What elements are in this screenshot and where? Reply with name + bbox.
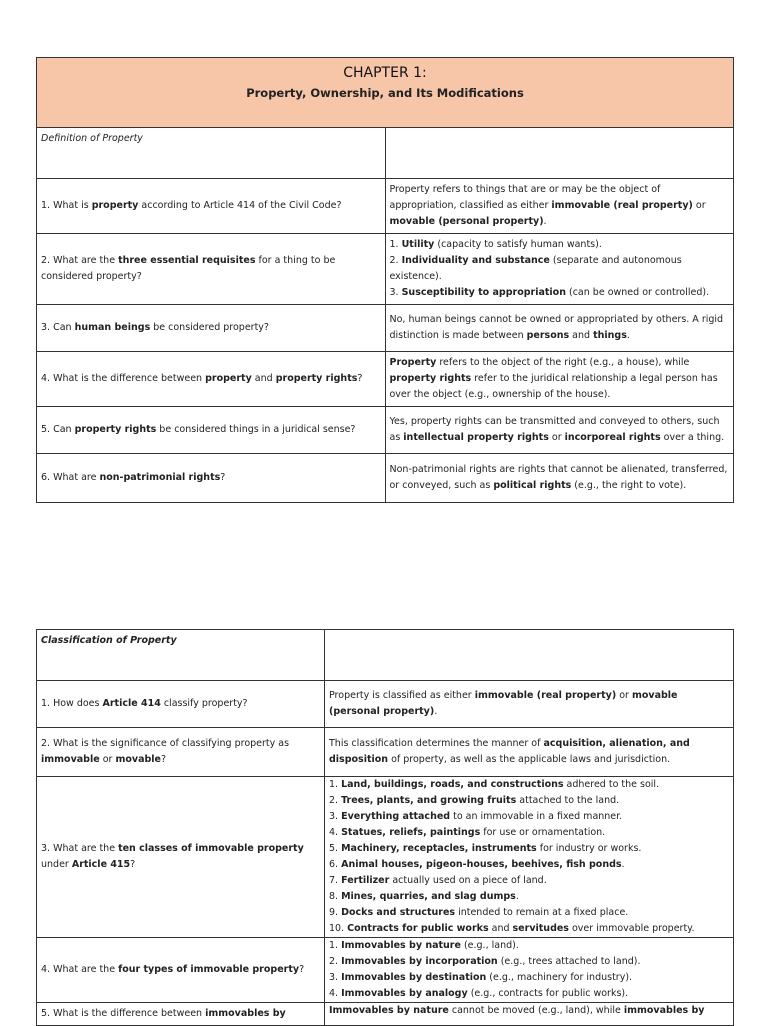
text-run: ? [160,754,167,765]
text-run: 2. What are the [41,255,119,266]
text-run: 1. [389,239,402,250]
text-run: Non-patrimonial rights are rights that cannot be alienated, transferred, or conveyed, such as [389,464,728,491]
answer-cell [325,777,734,938]
bold-term: Immovables by nature [329,1005,449,1016]
text-run: intended to remain at a fixed place. [455,907,629,918]
text-run: This classification determines the manner of [329,738,544,749]
bold-term: intellectual property rights [403,432,549,443]
answer-line [390,312,730,344]
chapter-table-1 [36,57,734,503]
bold-term: persons [526,330,570,341]
text-run: . [626,330,630,341]
text-run: or [99,754,116,765]
text-run: 2. [329,795,342,806]
text-run: for a thing to be considered property? [41,255,336,282]
text-run: (capacity to satisfy human wants). [434,239,602,250]
answer-line [329,841,729,857]
bold-term: property rights [275,373,358,384]
bold-term: Immovables by incorporation [341,956,498,967]
bold-term: Docks and structures [341,907,456,918]
answer-line [329,857,729,873]
answer-line [329,954,729,970]
answer-line [329,777,729,793]
bold-term: four types of immovable property [118,964,300,975]
bold-term: Everything attached [341,811,451,822]
text-run: 5. [329,843,342,854]
text-run: . [543,216,547,227]
text-run: to an immovable in a fixed manner. [450,811,623,822]
text-run: 1. What is [41,200,92,211]
bold-term: Statues, reliefs, paintings [341,827,481,838]
answer-cell [325,728,734,777]
answer-line [329,873,729,889]
answer-line [329,921,729,937]
bold-term: Machinery, receptacles, instruments [341,843,537,854]
text-run: 6. What are [41,472,100,483]
text-run: for use or ornamentation. [480,827,606,838]
text-run: refers to the object of the right (e.g., a house), while [436,357,690,368]
text-run: for industry or works. [536,843,642,854]
bold-term: ten classes of immovable property [118,843,304,854]
text-run: under [41,859,72,870]
text-run: actually used on a piece of land. [389,875,547,886]
text-run: (e.g., machinery for industry). [486,972,633,983]
text-run: 5. Can [41,424,75,435]
bold-term: Animal houses, pigeon-houses, beehives, fish ponds [341,859,622,870]
bold-term: movable (personal property) [389,216,544,227]
question-cell [37,454,386,503]
text-run: . [515,891,519,902]
text-run: 5. What is the difference between [41,1008,206,1019]
bold-term: immovable (real property) [551,200,693,211]
answer-line [390,414,730,446]
text-run: attached to the land. [516,795,620,806]
answer-line [329,809,729,825]
bold-term: Trees, plants, and growing fruits [341,795,517,806]
question-cell [37,352,386,407]
text-run: 3. [389,287,402,298]
answer-line [329,905,729,921]
text-run: 2. [329,956,342,967]
answer-line [390,355,730,403]
text-run: and [488,923,513,934]
section-heading: Definition of Property [37,128,386,179]
text-run: 3. Can [41,322,75,333]
bold-term: things [593,330,627,341]
text-run: ? [220,472,226,483]
text-run: ? [299,964,305,975]
bold-term: property [205,373,252,384]
question-cell [37,777,325,938]
question-cell [37,938,325,1003]
text-run: ? [130,859,136,870]
answer-cell [385,454,734,503]
bold-term: movable [115,754,161,765]
text-run: or [548,432,565,443]
bold-term: property rights [389,373,472,384]
bold-term: Land, buildings, roads, and constructions [341,779,564,790]
text-run: 3. [329,972,342,983]
answer-cell [325,938,734,1003]
answer-line [329,970,729,986]
chapter-title: CHAPTER 1: [343,65,427,81]
text-run: be considered things in a juridical sense? [156,424,356,435]
section-heading: Classification of Property [37,630,325,681]
answer-cell [385,407,734,454]
answer-cell [385,305,734,352]
text-run: over a thing. [660,432,725,443]
text-run: 10. [329,923,348,934]
bold-term: human beings [74,322,151,333]
question-cell [37,728,325,777]
text-run: or [616,690,632,701]
text-run: 1. How does [41,698,103,709]
bold-term: political rights [493,480,572,491]
bold-term: Fertilizer [341,875,390,886]
answer-cell [385,352,734,407]
question-cell [37,234,386,305]
answer-cell [385,234,734,305]
text-run: . [434,706,438,717]
bold-term: acquisition, alienation, and disposition [329,738,690,765]
text-run: according to Article 414 of the Civil Code? [138,200,342,211]
text-run: 6. [329,859,342,870]
text-run: . [621,859,625,870]
text-run: 3. [329,811,342,822]
chapter-table-2 [36,629,734,1026]
text-run: 1. [329,940,342,951]
answer-line [390,182,730,230]
text-run: (e.g., trees attached to land). [497,956,641,967]
answer-line [329,825,729,841]
answer-line [390,253,730,285]
text-run: adhered to the soil. [563,779,660,790]
bold-term: Article 414 [102,698,161,709]
text-run: 4. [329,988,342,999]
chapter-subtitle: Property, Ownership, and Its Modifications [246,86,524,100]
bold-term: servitudes [512,923,569,934]
question-cell [37,681,325,728]
bold-term: property rights [74,424,157,435]
text-run: (e.g., contracts for public works). [467,988,629,999]
text-run: Property refers to things that are or may be the object of appropriation, classified as either [389,184,661,211]
text-run: 2. [389,255,402,266]
text-run: cannot be moved (e.g., land), while [448,1005,624,1016]
text-run: (can be owned or controlled). [565,287,710,298]
text-run: No, human beings cannot be owned or appropriated by others. A rigid distinction is made between [389,314,724,341]
text-run: 7. [329,875,342,886]
question-cell [37,179,386,234]
text-run: refer to the juridical relationship a legal person has over the object (e.g., ownership of the house). [389,373,718,400]
text-run: 2. What is the significance of classifying property as [41,738,290,749]
text-run: classify property? [160,698,248,709]
text-run: Yes, property rights can be transmitted and conveyed to others, such as [389,416,720,443]
text-run: and [251,373,276,384]
bold-term: immovable (real property) [474,690,617,701]
bold-term: Immovables by analogy [341,988,468,999]
bold-term: Utility [401,239,435,250]
bold-term: Article 415 [71,859,131,870]
text-run: 8. [329,891,342,902]
bold-term: Susceptibility to appropriation [401,287,566,298]
bold-term: Immovables by destination [341,972,487,983]
question-cell [37,305,386,352]
text-run: over immovable property. [568,923,695,934]
section-heading-blank [385,128,734,179]
bold-term: immovables by [623,1005,705,1016]
text-run: ? [357,373,363,384]
text-run: 4. What are the [41,964,119,975]
bold-term: Contracts for public works [347,923,489,934]
bold-term: three essential requisites [118,255,256,266]
answer-line [390,237,730,253]
bold-term: immovable [41,754,100,765]
answer-line [329,793,729,809]
text-run: and [569,330,594,341]
answer-cell [385,179,734,234]
bold-term: immovables by [205,1008,286,1019]
answer-line [329,688,729,720]
text-run: (e.g., land). [460,940,519,951]
section-heading-blank [325,630,734,681]
answer-line [329,938,729,954]
question-cell [37,407,386,454]
bold-term: Individuality and substance [401,255,550,266]
text-run: 9. [329,907,342,918]
question-cell [37,1003,325,1026]
answer-line [329,736,729,768]
text-run: (separate and autonomous existence). [389,255,682,282]
text-run: 3. What are the [41,843,119,854]
text-run: Property is classified as either [329,690,475,701]
text-run: of property, as well as the applicable laws and jurisdiction. [388,754,671,765]
bold-term: Property [389,357,437,368]
text-run: be considered property? [150,322,269,333]
bold-term: incorporeal rights [564,432,661,443]
bold-term: Mines, quarries, and slag dumps [341,891,516,902]
text-run: 4. What is the difference between [41,373,206,384]
answer-line [329,986,729,1002]
answer-line [329,889,729,905]
bold-term: non-patrimonial rights [99,472,221,483]
text-run: 4. [329,827,342,838]
answer-line [390,462,730,494]
text-run: (e.g., the right to vote). [571,480,687,491]
bold-term: property [91,200,139,211]
answer-cell [325,1003,734,1026]
answer-line [329,1003,729,1019]
text-run: or [692,200,706,211]
bold-term: movable (personal property) [329,690,678,717]
answer-line [390,285,730,301]
answer-cell [325,681,734,728]
text-run: 1. [329,779,342,790]
chapter-header [37,58,734,128]
bold-term: Immovables by nature [341,940,461,951]
